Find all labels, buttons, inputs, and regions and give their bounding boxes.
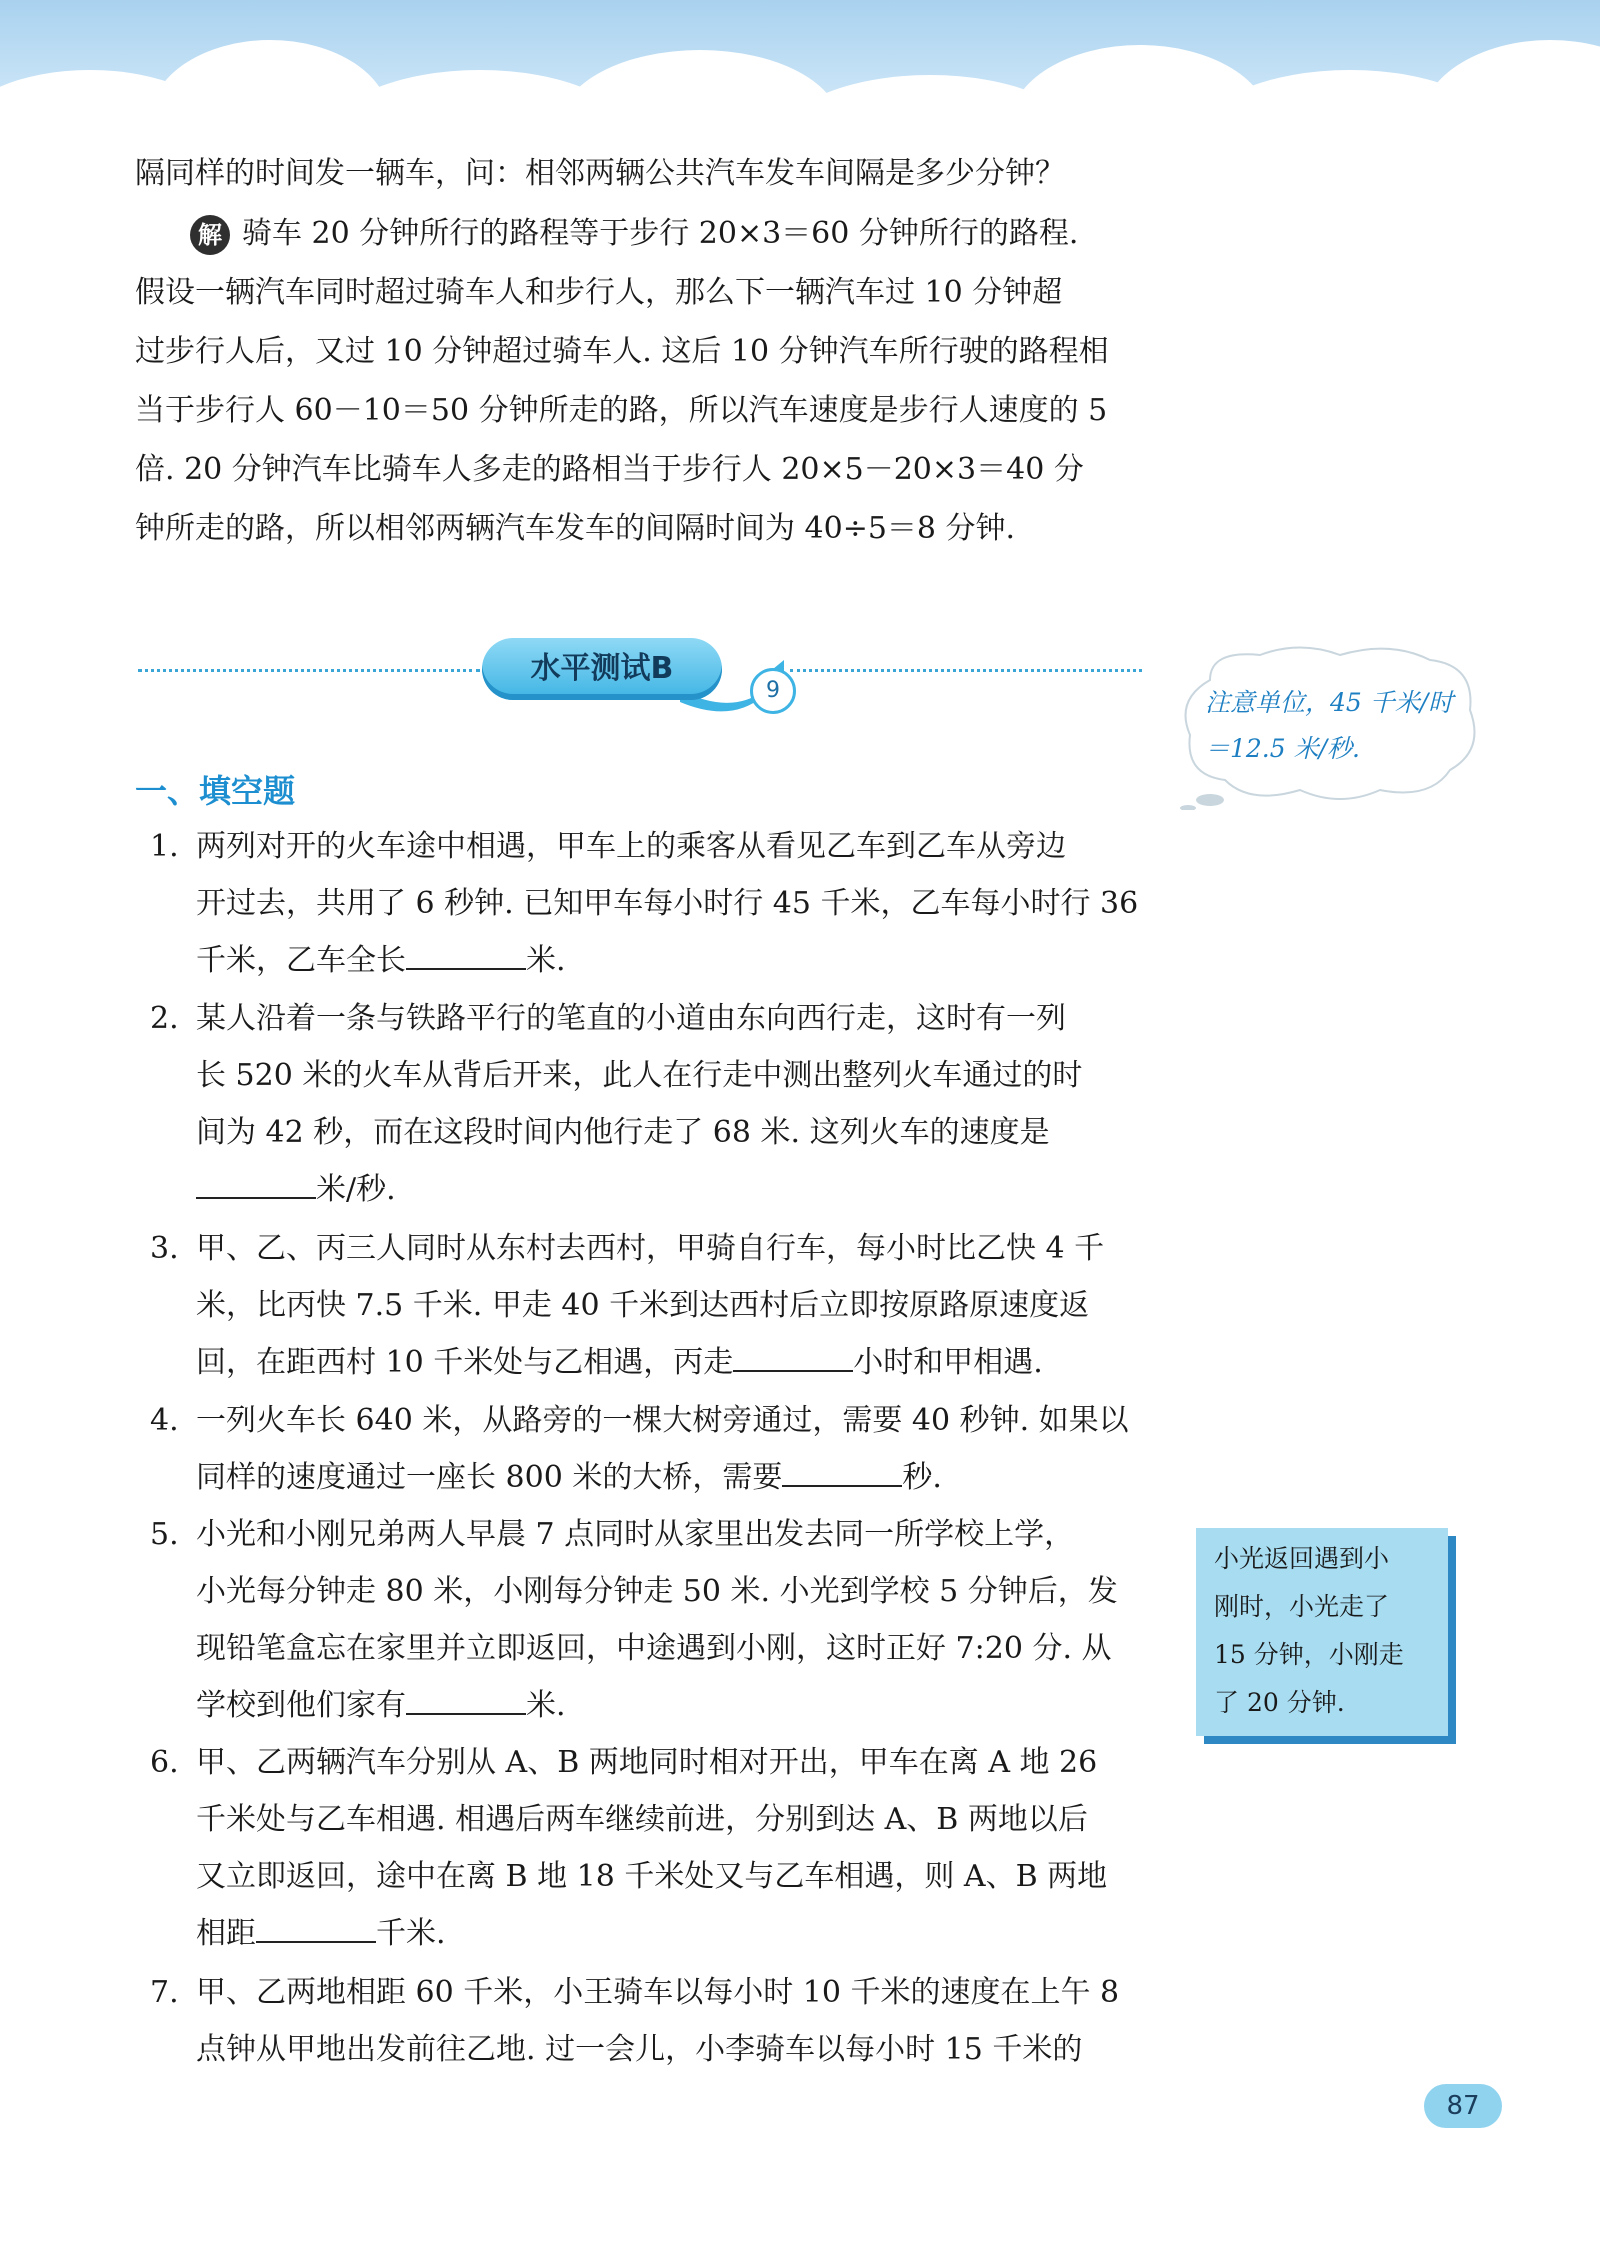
- question-line: 点钟从甲地出发前往乙地. 过一会儿，小李骑车以每小时 15 千米的: [196, 2032, 1083, 2067]
- question-number: 1.: [150, 829, 179, 864]
- solution-line: 钟所走的路，所以相邻两辆汽车发车的间隔时间为 40÷5＝8 分钟.: [135, 511, 1016, 546]
- answer-blank[interactable]: [196, 1171, 316, 1199]
- question-line: 米/秒.: [196, 1161, 396, 1218]
- question-line: 某人沿着一条与铁路平行的笔直的小道由东向西行走，这时有一列: [196, 1001, 1066, 1036]
- question-line: 米，比丙快 7.5 千米. 甲走 40 千米到达西村后立即按原路原速度返: [196, 1288, 1090, 1323]
- question-number: 7.: [150, 1975, 179, 2010]
- question-number: 3.: [150, 1231, 179, 1266]
- question-line: 小光每分钟走 80 米，小刚每分钟走 50 米. 小光到学校 5 分钟后，发: [196, 1574, 1118, 1609]
- question-number: 2.: [150, 1001, 179, 1036]
- question-line: 千米，乙车全长 米.: [196, 943, 566, 978]
- test-banner: 水平测试B: [482, 638, 722, 700]
- page-number: 87: [1424, 2084, 1502, 2128]
- question-line: 现铅笔盒忘在家里并立即返回，中途遇到小刚，这时正好 7:20 分. 从: [196, 1631, 1112, 1666]
- question-number: 5.: [150, 1517, 179, 1552]
- solution-line: 倍. 20 分钟汽车比骑车人多走的路相当于步行人 20×5－20×3＝40 分: [135, 452, 1084, 487]
- answer-blank[interactable]: [406, 942, 526, 970]
- question-line: 甲、乙两辆汽车分别从 A、B 两地同时相对开出，甲车在离 A 地 26: [196, 1745, 1098, 1780]
- question-number: 4.: [150, 1403, 179, 1438]
- question-line: 千米处与乙车相遇. 相遇后两车继续前进，分别到达 A、B 两地以后: [196, 1802, 1088, 1837]
- answer-blank[interactable]: [406, 1687, 526, 1715]
- solution-badge: 解: [190, 215, 230, 255]
- question-line: 甲、乙、丙三人同时从东村去西村，甲骑自行车，每小时比乙快 4 千: [196, 1231, 1105, 1266]
- answer-blank[interactable]: [782, 1459, 902, 1487]
- answer-blank[interactable]: [733, 1344, 853, 1372]
- question-line: 又立即返回，途中在离 B 地 18 千米处又与乙车相遇，则 A、B 两地: [196, 1859, 1108, 1894]
- question-line: 一列火车长 640 米，从路旁的一棵大树旁通过，需要 40 秒钟. 如果以: [196, 1403, 1129, 1438]
- question-line: 相距 千米.: [196, 1916, 446, 1951]
- solution-line: 当于步行人 60－10＝50 分钟所走的路，所以汽车速度是步行人速度的 5: [135, 393, 1108, 428]
- question-line: 长 520 米的火车从背后开来，此人在行走中测出整列火车通过的时: [196, 1058, 1083, 1093]
- question-line: 甲、乙两地相距 60 千米，小王骑车以每小时 10 千米的速度在上午 8: [196, 1975, 1120, 2010]
- question-tail-text: 隔同样的时间发一辆车，问：相邻两辆公共汽车发车间隔是多少分钟？: [135, 156, 1065, 191]
- question-line: 开过去，共用了 6 秒钟. 已知甲车每小时行 45 千米，乙车每小时行 36: [196, 886, 1139, 921]
- solution-line: 解 骑车 20 分钟所行的路程等于步行 20×3＝60 分钟所行的路程.: [190, 205, 1078, 263]
- dotted-divider-left: [138, 669, 480, 672]
- question-line: 间为 42 秒，而在这段时间内他行走了 68 米. 这列火车的速度是: [196, 1115, 1050, 1150]
- banner-number-badge: 9: [750, 668, 796, 714]
- solution-line: 过步行人后，又过 10 分钟超过骑车人. 这后 10 分钟汽车所行驶的路程相: [135, 334, 1109, 369]
- question-line: 同样的速度通过一座长 800 米的大桥，需要 秒.: [196, 1460, 942, 1495]
- question-line: 回，在距西村 10 千米处与乙相遇，丙走 小时和甲相遇.: [196, 1345, 1043, 1380]
- question-number: 6.: [150, 1745, 179, 1780]
- cloud-note: 注意单位，45 千米/时 ＝12.5 米/秒.: [1205, 688, 1454, 763]
- dotted-divider-right: [790, 669, 1142, 672]
- header-sky-decoration: [0, 0, 1600, 150]
- section-title: 一、填空题: [135, 772, 296, 810]
- question-line: 学校到他们家有 米.: [196, 1688, 566, 1723]
- solution-line: 假设一辆汽车同时超过骑车人和步行人，那么下一辆汽车过 10 分钟超: [135, 275, 1063, 310]
- question-line: 两列对开的火车途中相遇，甲车上的乘客从看见乙车到乙车从旁边: [196, 829, 1066, 864]
- question-line: 小光和小刚兄弟两人早晨 7 点同时从家里出发去同一所学校上学，: [196, 1517, 1075, 1552]
- hint-box-text: 小光返回遇到小 刚时，小光走了 15 分钟，小刚走 了 20 分钟.: [1214, 1544, 1404, 1717]
- answer-blank[interactable]: [256, 1915, 376, 1943]
